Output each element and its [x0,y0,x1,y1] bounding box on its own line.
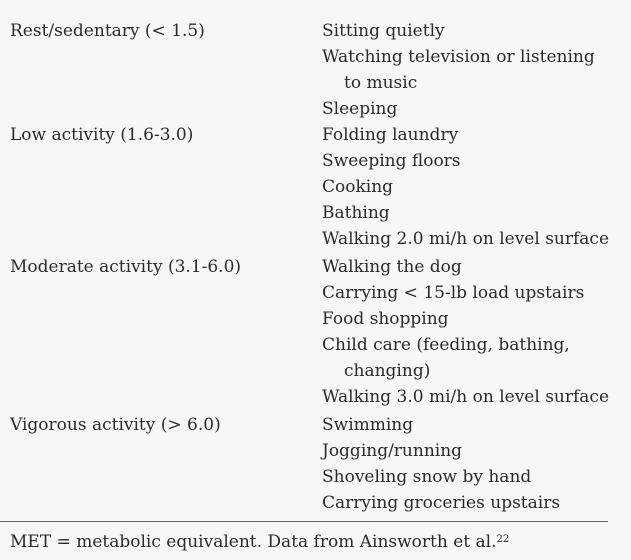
activity-item: Walking 2.0 mi/h on level surface [322,229,610,249]
activity-item: Watching television or listening [322,47,595,67]
activity-item: Walking the dog [322,257,462,277]
table-row [0,18,631,44]
footnote-reference: 22 [496,534,510,545]
table-row [0,70,631,96]
activity-item: Carrying < 15-lb load upstairs [322,283,585,303]
category-moderate-activity: Moderate activity (3.1-6.0) [10,257,242,277]
table-row [0,122,631,148]
table-row [0,358,631,384]
activity-item: Bathing [322,203,390,223]
activity-item: Folding laundry [322,125,459,145]
table-row [0,412,631,438]
table-row [0,306,631,332]
table-row [0,148,631,174]
table-row [0,226,631,252]
activity-item: Child care (feeding, bathing, [322,335,570,355]
activity-item: Jogging/running [322,441,463,461]
activity-item-continuation: changing) [344,361,431,381]
activity-item: Swimming [322,415,414,435]
category-rest-sedentary: Rest/sedentary (< 1.5) [10,21,205,41]
table-footnote [10,530,509,554]
activity-item: Food shopping [322,309,449,329]
activity-item: Cooking [322,177,394,197]
table-bottom-rule [0,521,608,522]
activity-item: Shoveling snow by hand [322,467,532,487]
category-vigorous-activity: Vigorous activity (> 6.0) [10,415,221,435]
table-row [0,96,631,122]
table-row [0,384,631,410]
table-row [0,438,631,464]
category-low-activity: Low activity (1.6-3.0) [10,125,194,145]
activity-item: Walking 3.0 mi/h on level surface [322,387,610,407]
table-row [0,332,631,358]
activity-item: Sweeping floors [322,151,461,171]
table-row [0,254,631,280]
table-row [0,174,631,200]
table-row [0,464,631,490]
footnote-text: MET = metabolic equivalent. Data from Ainsworth et al. [10,532,497,552]
activity-item: Carrying groceries upstairs [322,493,561,513]
activity-item: Sleeping [322,99,398,119]
activity-item: Sitting quietly [322,21,445,41]
activity-item-continuation: to music [344,73,418,93]
table-row [0,490,631,516]
table-row [0,200,631,226]
table-row [0,44,631,70]
table-row [0,280,631,306]
